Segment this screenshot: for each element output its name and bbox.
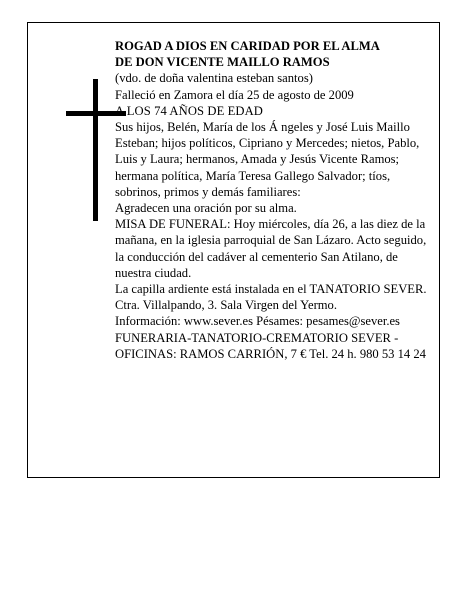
- contact-info: Información: www.sever.es Pésames: pesames@sever.es: [115, 314, 400, 329]
- widow-of-line: (vdo. de doña valentina esteban santos): [115, 71, 313, 86]
- chapel-info: La capilla ardiente está instalada en el TANATORIO SEVER. Ctra. Villalpando, 3. Sala Virgen del Yermo.: [115, 282, 427, 313]
- funeral-home: FUNERARIA-TANATORIO-CREMATORIO SEVER - OFICINAS: RAMOS CARRIÓN, 7 € Tel. 24 h. 980 53 14 24: [115, 330, 426, 361]
- funeral-mass: MISA DE FUNERAL: Hoy miércoles, día 26, a las diez de la mañana, en la iglesia parroquial de San Lázaro. Acto seguido, la conducción del cadáver al cementerio San Atilano, de nuestra ciudad.: [115, 217, 427, 280]
- heading-line-2: DE DON VICENTE MAILLO RAMOS: [115, 55, 330, 70]
- family-list: Sus hijos, Belén, María de los Á ngeles y José Luis Maillo Esteban; hijos políticos, Cipriano y Mercedes; nietos, Pablo, Luis y Laura; hermanos, Amada y Jesús Vicente Ramos; hermana política, María Teresa Gallego Salvador; tíos, sobrinos, primos y demás familiares:: [115, 120, 420, 199]
- prayer-request: Agradecen una oración por su alma.: [115, 201, 297, 216]
- age-line: A LOS 74 AÑOS DE EDAD: [115, 103, 263, 118]
- obituary-text: [115, 38, 433, 362]
- death-info: Falleció en Zamora el día 25 de agosto de 2009: [115, 87, 354, 102]
- heading-line-1: ROGAD A DIOS EN CARIDAD POR EL ALMA: [115, 39, 380, 53]
- cross-vertical-bar: [93, 79, 98, 221]
